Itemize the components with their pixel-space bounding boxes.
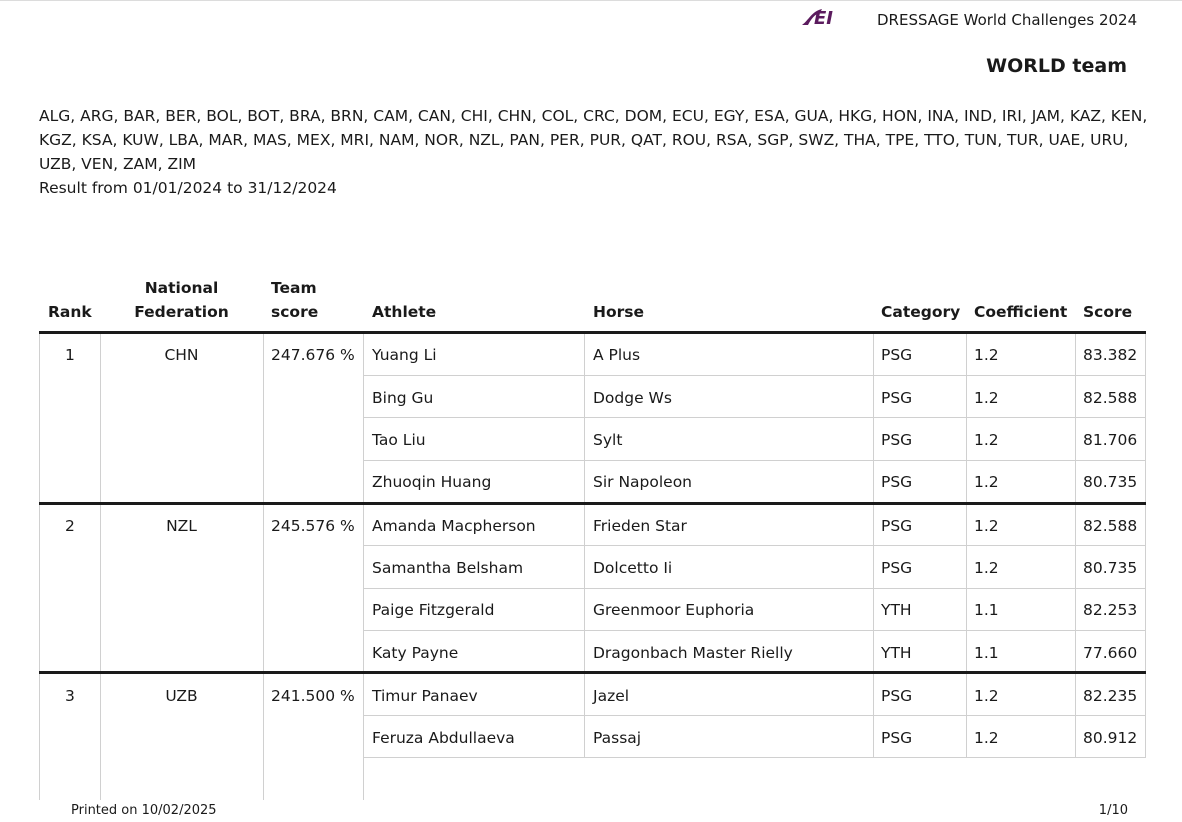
category: YTH [881,644,912,662]
row-line [364,630,1146,631]
row-line [364,715,1146,716]
score: 81.706 [1083,431,1138,449]
col-header-federation-line1: National [144,279,219,297]
coefficient: 1.2 [974,687,999,705]
score: 82.253 [1083,601,1138,619]
grid-line [363,333,364,800]
col-header-team-score-line2: score [271,303,319,321]
header-separator [39,331,1146,334]
coefficient: 1.2 [974,346,999,364]
team-federation: CHN [164,346,199,364]
col-header-coefficient: Coefficient [974,303,1068,321]
athlete-name: Paige Fitzgerald [372,601,495,619]
printed-date: Printed on 10/02/2025 [71,803,217,818]
score: 82.588 [1083,389,1138,407]
score: 80.735 [1083,473,1138,491]
col-header-category: Category [881,303,961,321]
category: PSG [881,346,913,364]
col-header-federation-line2: Federation [134,303,229,321]
col-header-rank: Rank [48,303,92,321]
row-line [364,757,1146,758]
top-border [0,0,1182,1]
team-score: 241.500 % [271,687,355,705]
category: PSG [881,729,913,747]
row-line [364,588,1146,589]
score: 80.735 [1083,559,1138,577]
row-line [364,375,1146,376]
coefficient: 1.1 [974,644,999,662]
athlete-name: Yuang Li [372,346,437,364]
coefficient: 1.2 [974,729,999,747]
team-score: 247.676 % [271,346,355,364]
athlete-name: Katy Payne [372,644,459,662]
category: PSG [881,431,913,449]
page-number: 1/10 [1098,803,1128,818]
athlete-name: Timur Panaev [372,687,478,705]
coefficient: 1.2 [974,431,999,449]
col-header-team-score [271,276,318,324]
horse-name: Dragonbach Master Rielly [593,644,793,662]
score: 83.382 [1083,346,1138,364]
score: 80.912 [1083,729,1138,747]
athlete-name: Tao Liu [372,431,426,449]
coefficient: 1.2 [974,517,999,535]
coefficient: 1.2 [974,389,999,407]
category: PSG [881,517,913,535]
result-date-range: Result from 01/01/2024 to 31/12/2024 [39,179,337,197]
report-subtitle: WORLD team [986,55,1127,77]
score: 77.660 [1083,644,1138,662]
category: YTH [881,601,912,619]
coefficient: 1.2 [974,559,999,577]
horse-name: Greenmoor Euphoria [593,601,755,619]
row-line [364,417,1146,418]
country-list: ALG, ARG, BAR, BER, BOL, BOT, BRA, BRN, CAM, CAN, CHI, CHN, COL, CRC, DOM, ECU, EGY, ESA, GUA, HKG, HON, INA, IND, IRI, JAM, KAZ, KEN, KGZ, KSA, KUW, LBA, MAR, MAS, MEX, MRI, NAM, NOR, NZL, PAN, PER, PUR, QAT, ROU, RSA, SGP, SWZ, THA, TPE, TTO, TUN, TUR, UAE, URU, UZB, VEN, ZAM, ZIM [39,107,1148,173]
col-header-federation [100,276,263,324]
category: PSG [881,687,913,705]
svg-text:EI: EI [814,8,833,29]
horse-name: Sylt [593,431,623,449]
grid-line [39,333,40,800]
athlete-name: Samantha Belsham [372,559,524,577]
fei-logo [800,5,856,29]
coefficient: 1.2 [974,473,999,491]
team-federation: NZL [166,517,197,535]
horse-name: Jazel [593,687,630,705]
team-rank: 1 [65,346,75,364]
team-federation: UZB [165,687,198,705]
grid-line [263,333,264,800]
athlete-name: Feruza Abdullaeva [372,729,515,747]
horse-name: Sir Napoleon [593,473,693,491]
horse-name: Passaj [593,729,642,747]
team-score: 245.576 % [271,517,355,535]
col-header-athlete: Athlete [372,303,437,321]
horse-name: A Plus [593,346,641,364]
score: 82.588 [1083,517,1138,535]
coefficient: 1.1 [974,601,999,619]
col-header-team-score-line1: Team [271,279,317,297]
category: PSG [881,389,913,407]
category: PSG [881,473,913,491]
grid-line [100,333,101,800]
col-header-horse: Horse [593,303,645,321]
horse-name: Frieden Star [593,517,687,535]
col-header-score: Score [1083,303,1133,321]
team-rank: 3 [65,687,75,705]
athlete-name: Zhuoqin Huang [372,473,492,491]
score: 82.235 [1083,687,1138,705]
row-line [364,460,1146,461]
horse-name: Dodge Ws [593,389,672,407]
athlete-name: Amanda Macpherson [372,517,536,535]
horse-name: Dolcetto Ii [593,559,673,577]
athlete-name: Bing Gu [372,389,434,407]
row-line [364,545,1146,546]
team-rank: 2 [65,517,75,535]
report-title: DRESSAGE World Challenges 2024 [877,11,1138,29]
category: PSG [881,559,913,577]
team-separator [39,502,1146,505]
team-separator [39,671,1146,674]
